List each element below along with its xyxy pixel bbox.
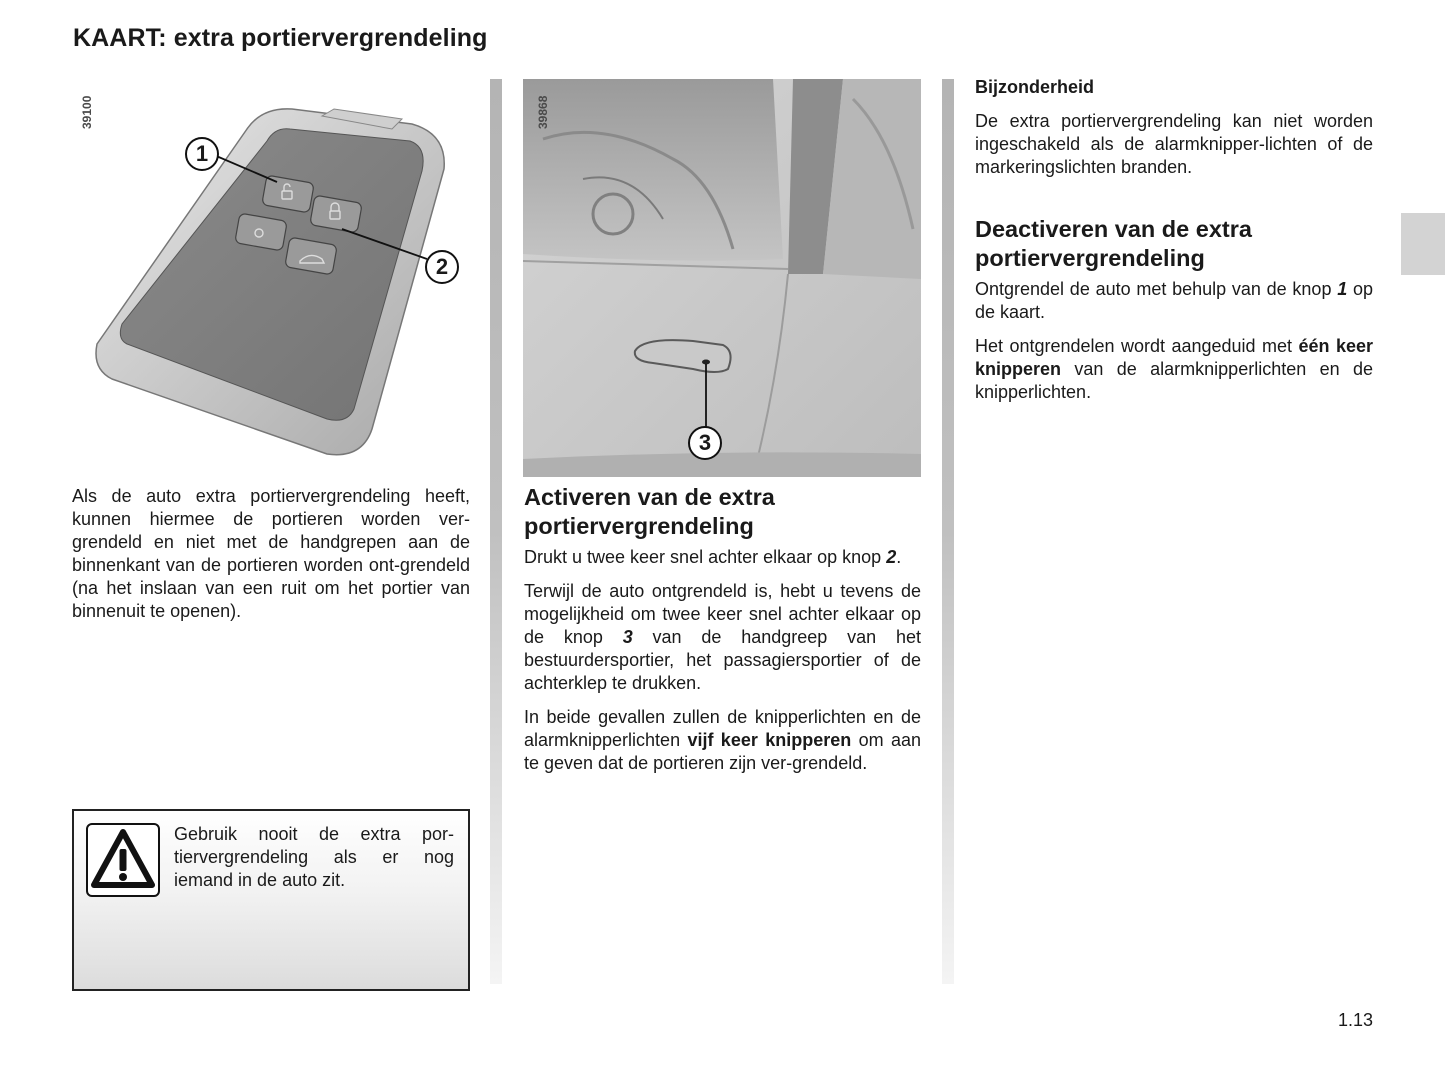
chapter-tab (1401, 213, 1445, 275)
activate-paragraph-1: Drukt u twee keer snel achter elkaar op knop 2. (524, 547, 902, 567)
door-figure (523, 79, 921, 477)
particular-paragraph: De extra portiervergrendeling kan niet worden ingeschakeld als de alarmknipper-lichten of de markeringslichten branden. (975, 111, 1373, 177)
warning-text: Gebruik nooit de extra por-tiervergrendeling als er nog iemand in de auto zit. (174, 824, 454, 890)
activate-paragraph-2: Terwijl de auto ontgrendeld is, hebt u tevens de mogelijkheid om twee keer snel achter elkaar op de knop 3 van de handgreep van het bestuurdersportier, het passagiersportier of de achterklep te drukken. (524, 581, 921, 693)
particular-subheading: Bijzonderheid (975, 77, 1095, 97)
page-title: KAART: extra portiervergrendeling (73, 24, 488, 52)
intro-paragraph (72, 485, 470, 634)
activate-section (524, 483, 921, 786)
deactivate-paragraph-1: Ontgrendel de auto met behulp van de knop 1 op de kaart. (975, 279, 1373, 322)
warning-box (72, 809, 470, 991)
particular-section (975, 76, 1373, 190)
intro-text: Als de auto extra portiervergrendeling heeft, kunnen hiermee de portieren worden ver-grendeld en niet met de handgrepen aan de binnenkant van de portieren worden ont-grendeld (na het inslaan van een ruit om het portier van binnenuit te openen). (72, 486, 470, 621)
deactivate-heading: Deactiveren van de extra portiervergrendeling (975, 216, 1252, 271)
callout-2: 2 (425, 250, 459, 284)
figure-ref-number: 39868 (536, 95, 550, 129)
card-illustration (72, 79, 470, 475)
page-number: 1.13 (1337, 1010, 1373, 1030)
deactivate-paragraph-2: Het ontgrendelen wordt aangeduid met één keer knipperen van de alarmknipperlichten en de knipperlichten. (975, 336, 1373, 402)
card-figure (72, 79, 470, 475)
callout-3: 3 (688, 426, 722, 460)
column-divider-left (490, 79, 502, 984)
figure-ref-number: 39100 (80, 95, 94, 129)
activate-paragraph-3: In beide gevallen zullen de knipperlichten en de alarmknipperlichten vijf keer knipperen om aan te geven dat de portieren zijn ver-grendeld. (524, 707, 921, 773)
column-divider-right (942, 79, 954, 984)
door-illustration (523, 79, 921, 477)
callout-1: 1 (185, 137, 219, 171)
deactivate-section (975, 215, 1373, 415)
activate-heading: Activeren van de extra portiervergrendeling (524, 484, 775, 539)
warning-triangle-icon (86, 823, 160, 897)
